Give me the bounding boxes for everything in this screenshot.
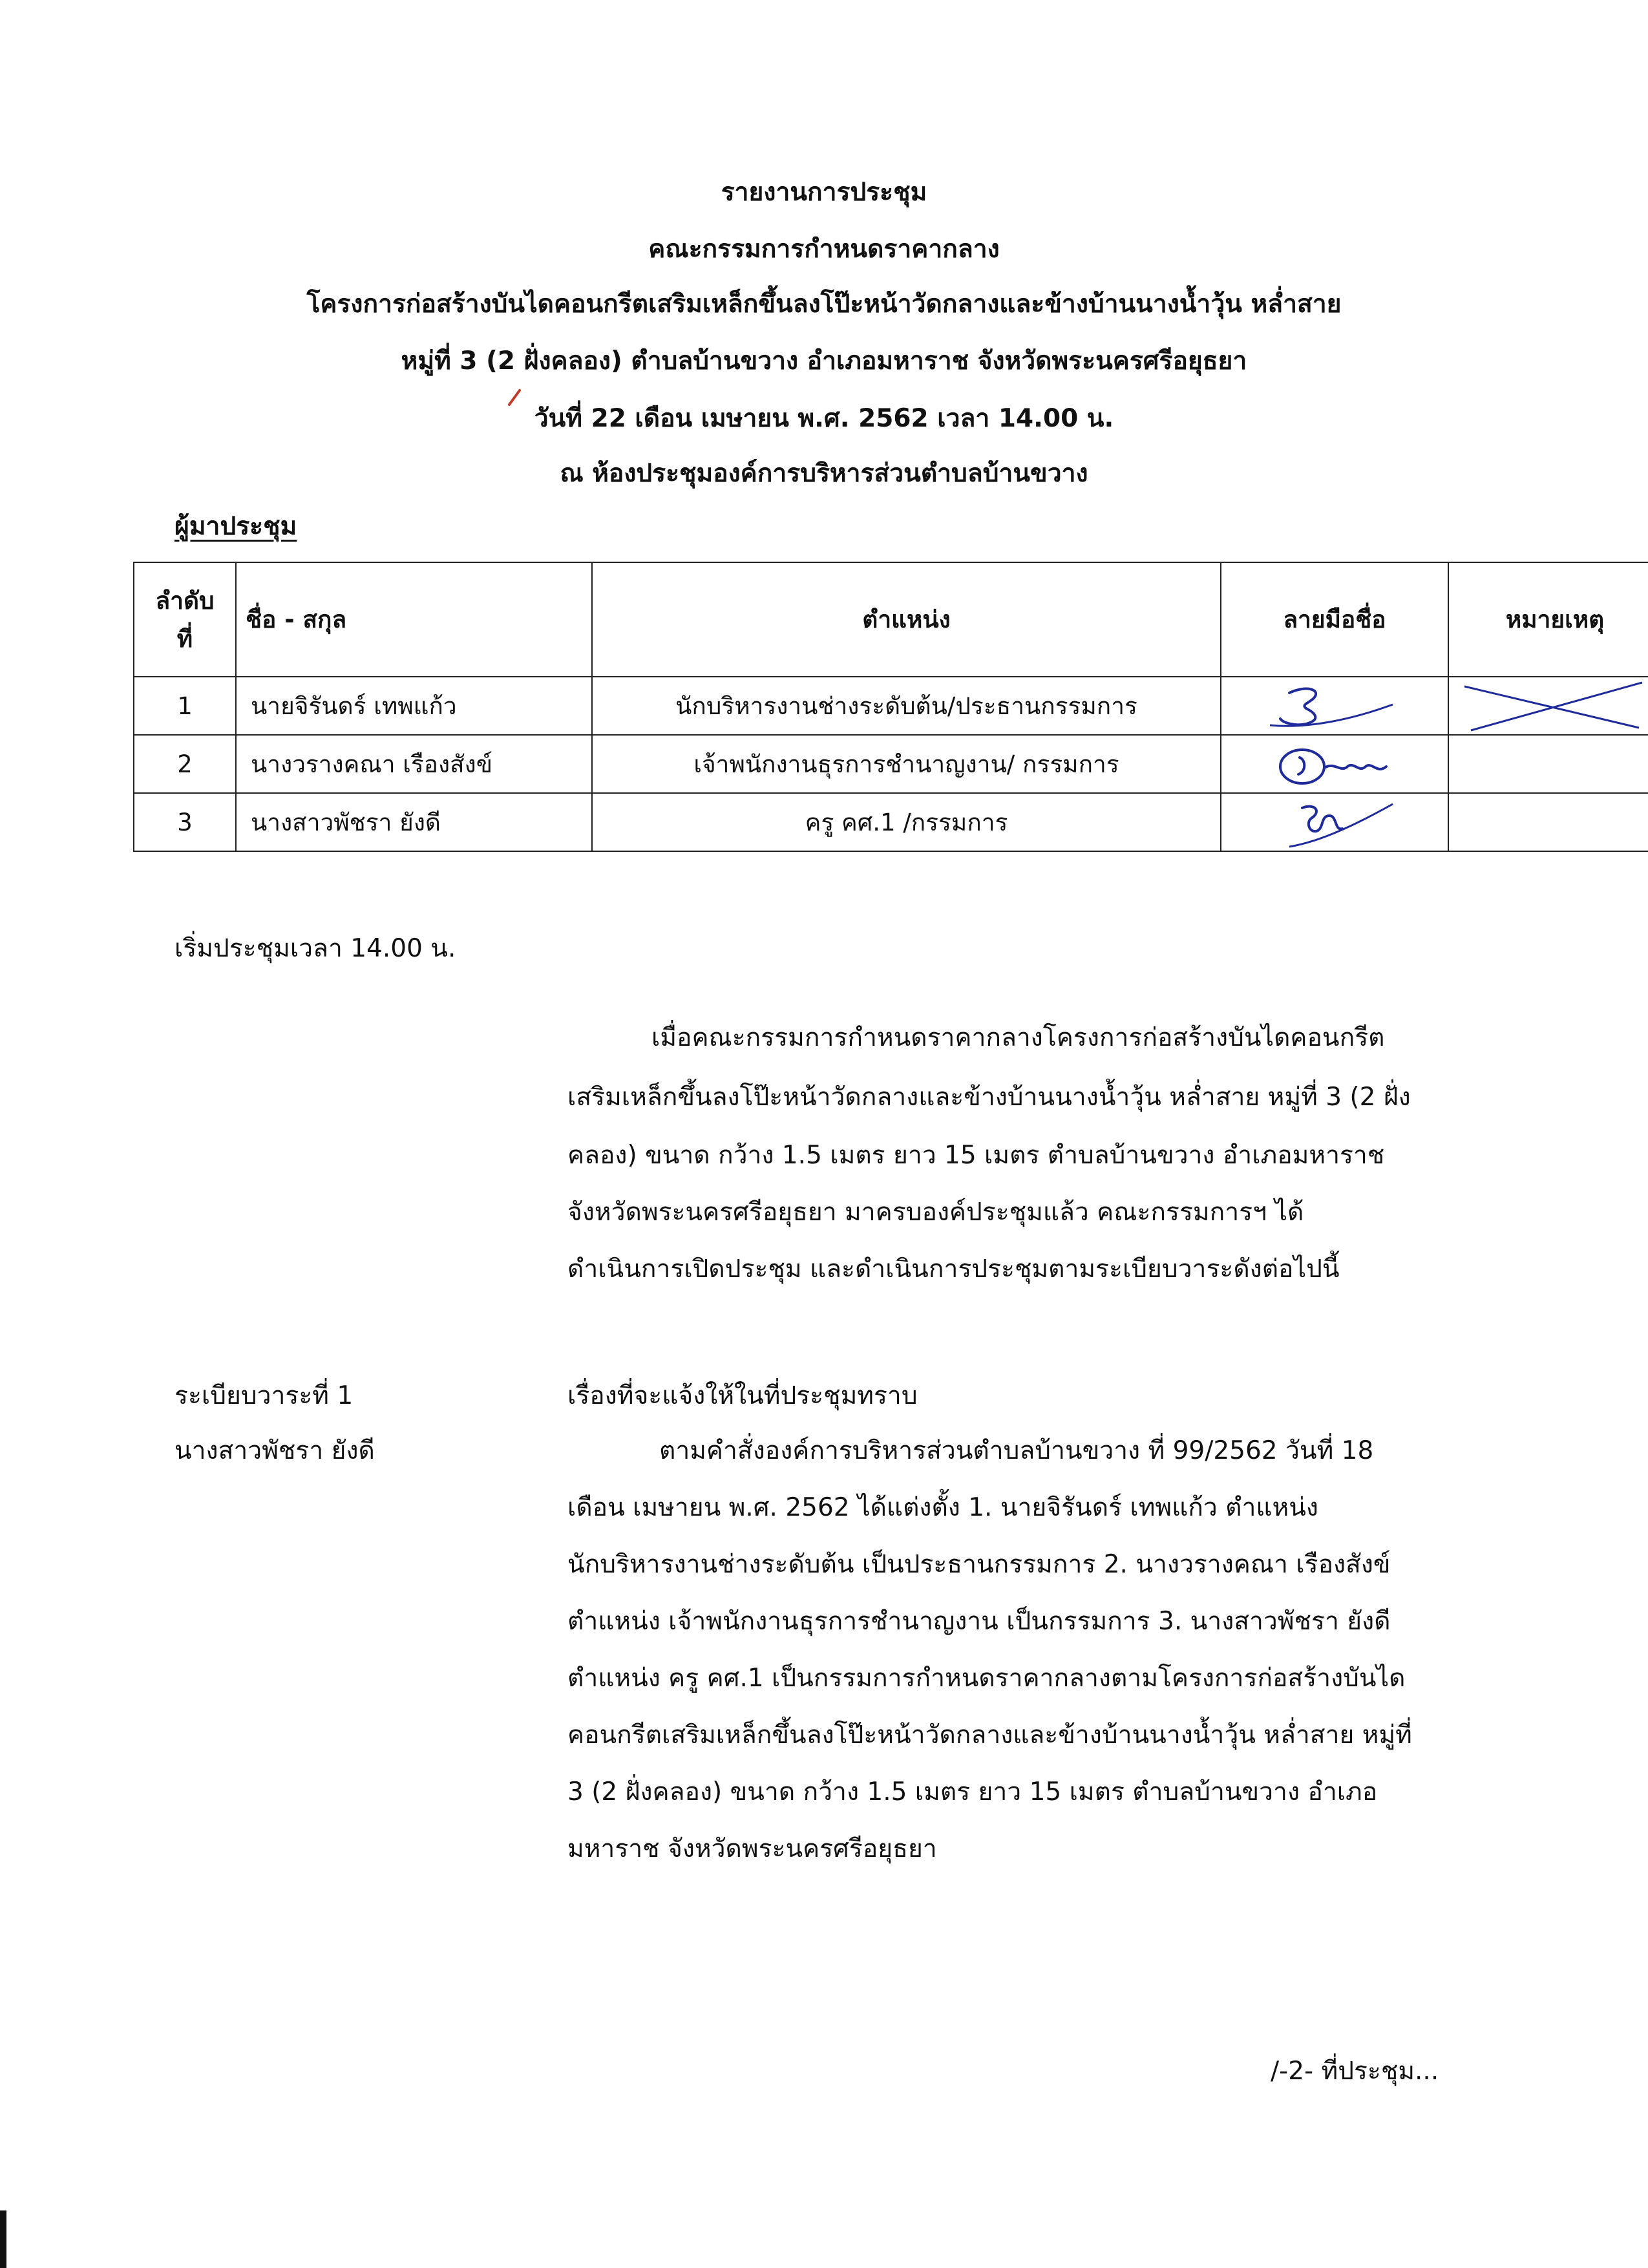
project-title: โครงการก่อสร้างบันไดคอนกรีตเสริมเหล็กขึ้นลงโป๊ะหน้าวัดกลางและข้างบ้านนางน้ำวุ้น หล่ำสาย (306, 290, 1342, 319)
intro-line: คลอง) ขนาด กว้าง 1.5 เมตร ยาว 15 เมตร ตำบลบ้านขวาง อำเภอมหาราช (567, 1141, 1385, 1170)
row-signature (1221, 793, 1448, 851)
signature-1-icon (1244, 680, 1425, 732)
row-no: 2 (134, 735, 236, 793)
doc-title: รายงานการประชุม (721, 178, 927, 207)
col-header-no: ลำดับ ที่ (134, 562, 236, 677)
agenda-line: ตำแหน่ง ครู คศ.1 เป็นกรรมการกำหนดราคากลางตามโครงการก่อสร้างบันได (567, 1664, 1406, 1693)
attendance-table (133, 562, 1648, 852)
row-name: นางวรางคณา เรืองสังข์ (236, 735, 592, 793)
col-header-signature: ลายมือชื่อ (1221, 562, 1448, 677)
agenda-line: คอนกรีตเสริมเหล็กขึ้นลงโป๊ะหน้าวัดกลางและข้างบ้านนางน้ำวุ้น หล่ำสาย หมู่ที่ (567, 1721, 1412, 1750)
agenda-line: ตามคำสั่งองค์การบริหารส่วนตำบลบ้านขวาง ที่ 99/2562 วันที่ 18 (659, 1436, 1374, 1465)
agenda-line: มหาราช จังหวัดพระนครศรีอยุธยา (567, 1834, 937, 1863)
agenda-line: เดือน เมษายน พ.ศ. 2562 ได้แต่งตั้ง 1. นายจิรันดร์ เทพแก้ว ตำแหน่ง (567, 1493, 1318, 1522)
row-signature (1221, 735, 1448, 793)
intro-line: เมื่อคณะกรรมการกำหนดราคากลางโครงการก่อสร้างบันไดคอนกรีต (651, 1023, 1385, 1052)
row-remark (1448, 793, 1648, 851)
start-time: เริ่มประชุมเวลา 14.00 น. (174, 934, 456, 963)
page-continuation: /-2- ที่ประชุม... (1271, 2057, 1439, 2086)
attendees-heading: ผู้มาประชุม (174, 512, 297, 541)
row-no: 1 (134, 677, 236, 735)
signature-3-icon (1244, 796, 1425, 848)
project-location: หมู่ที่ 3 (2 ฝั่งคลอง) ตำบลบ้านขวาง อำเภอมหาราช จังหวัดพระนครศรีอยุธยา (401, 346, 1247, 376)
row-name: นายจิรันดร์ เทพแก้ว (236, 677, 592, 735)
row-name: นางสาวพัชรา ยังดี (236, 793, 592, 851)
scan-edge-mark (0, 2210, 6, 2268)
row-position: เจ้าพนักงานธุรการชำนาญงาน/ กรรมการ (592, 735, 1221, 793)
agenda-line: นักบริหารงานช่างระดับต้น เป็นประธานกรรมการ 2. นางวรางคณา เรืองสังข์ (567, 1550, 1391, 1579)
col-header-position: ตำแหน่ง (592, 562, 1221, 677)
table-row (134, 793, 1648, 851)
intro-line: ดำเนินการเปิดประชุม และดำเนินการประชุมตามระเบียบวาระดังต่อไปนี้ (567, 1255, 1340, 1284)
meeting-date: วันที่ 22 เดือน เมษายน พ.ศ. 2562 เวลา 14.00 น. (534, 404, 1114, 433)
committee-title: คณะกรรมการกำหนดราคากลาง (648, 235, 1000, 264)
agenda-line: ตำแหน่ง เจ้าพนักงานธุรการชำนาญงาน เป็นกรรมการ 3. นางสาวพัชรา ยังดี (567, 1607, 1391, 1636)
intro-line: เสริมเหล็กขึ้นลงโป๊ะหน้าวัดกลางและข้างบ้านนางน้ำวุ้น หล่ำสาย หมู่ที่ 3 (2 ฝั่ง (567, 1083, 1411, 1112)
meeting-venue: ณ ห้องประชุมองค์การบริหารส่วนตำบลบ้านขวาง (560, 459, 1088, 488)
agenda-label: ระเบียบวาระที่ 1 (174, 1381, 354, 1410)
signature-2-icon (1244, 738, 1425, 790)
row-remark (1448, 677, 1648, 735)
row-no: 3 (134, 793, 236, 851)
row-position: ครู คศ.1 /กรรมการ (592, 793, 1221, 851)
agenda-speaker: นางสาวพัชรา ยังดี (174, 1436, 375, 1465)
table-row (134, 735, 1648, 793)
table-row (134, 677, 1648, 735)
table-header-row (134, 562, 1648, 677)
remark-strike-icon (1458, 680, 1645, 732)
intro-line: จังหวัดพระนครศรีอยุธยา มาครบองค์ประชุมแล้ว คณะกรรมการฯ ได้ (567, 1198, 1304, 1227)
row-signature (1221, 677, 1448, 735)
col-header-name: ชื่อ - สกุล (236, 562, 592, 677)
row-remark (1448, 735, 1648, 793)
pen-mark-icon (507, 388, 523, 407)
agenda-line: 3 (2 ฝั่งคลอง) ขนาด กว้าง 1.5 เมตร ยาว 15 เมตร ตำบลบ้านขวาง อำเภอ (567, 1777, 1378, 1807)
agenda-title: เรื่องที่จะแจ้งให้ในที่ประชุมทราบ (567, 1381, 918, 1410)
row-position: นักบริหารงานช่างระดับต้น/ประธานกรรมการ (592, 677, 1221, 735)
col-header-remark: หมายเหตุ (1448, 562, 1648, 677)
